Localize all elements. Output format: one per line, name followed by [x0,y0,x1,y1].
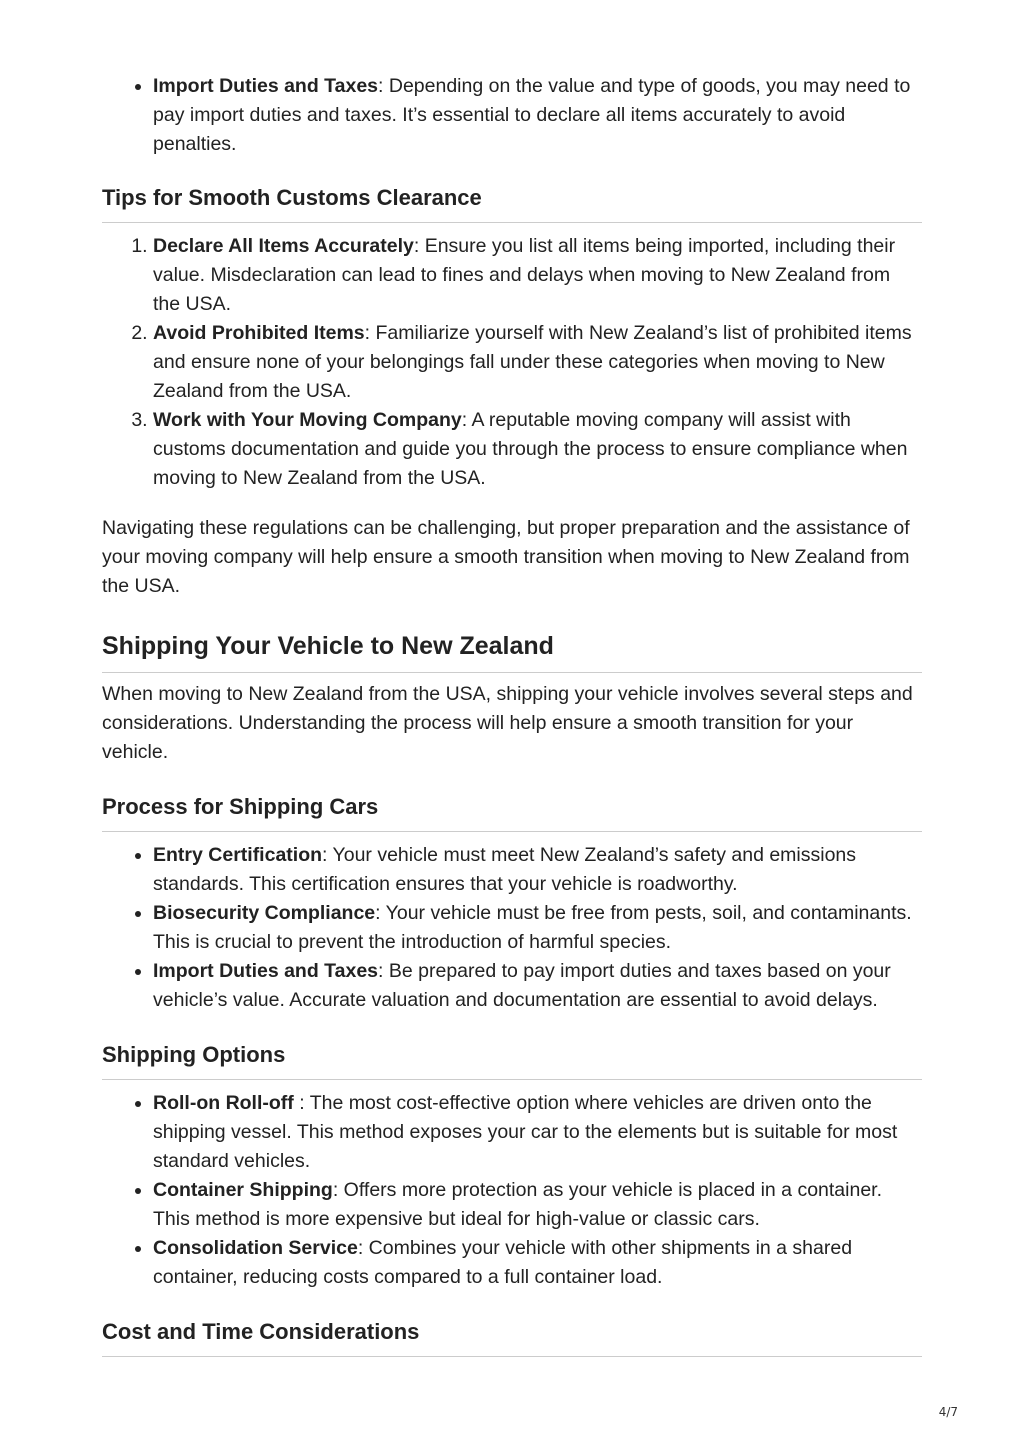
cost-heading: Cost and Time Considerations [102,1317,922,1357]
options-list [102,1089,922,1292]
process-heading: Process for Shipping Cars [102,792,922,832]
list-item-title: Entry Certification [153,844,323,866]
list-item [153,899,922,957]
list-item-title: Biosecurity Compliance [153,902,376,924]
list-item [153,1176,922,1234]
list-item-text: : The most cost-effective option where vehicles are driven onto the shipping vessel. This method exposes your car to the elements but is suitable for most standard vehicles. [153,1092,898,1172]
page-number: 4/7 [938,1405,958,1419]
list-item [153,1234,922,1292]
intro-list [102,72,922,159]
list-item-text: : Familiarize yourself with New Zealand’s list of prohibited items and ensure none of your belongings fall under these categories when moving to New Zealand from the USA. [153,322,912,402]
tips-list [102,232,922,493]
list-item [153,232,922,319]
list-item-title: Work with Your Moving Company [153,409,462,431]
list-item [153,841,922,899]
options-heading: Shipping Options [102,1040,922,1080]
list-item [153,319,922,406]
list-item-title: Import Duties and Taxes [153,75,379,97]
list-item [153,1089,922,1176]
closing-paragraph: Navigating these regulations can be challenging, but proper preparation and the assistance of your moving company will help ensure a smooth transition when moving to New Zealand from the USA. [102,517,910,597]
list-item [153,406,922,493]
process-list [102,841,922,1015]
list-item-title: Roll-on Roll-off [153,1092,294,1114]
document-content [102,70,922,1357]
tips-heading: Tips for Smooth Customs Clearance [102,183,922,223]
list-item-text: : Offers more protection as your vehicle is placed in a container. This method is more expensive but ideal for high-value or classic cars. [153,1179,882,1230]
list-item-title: Consolidation Service [153,1237,358,1259]
list-item-text: : Depending on the value and type of goods, you may need to pay import duties and taxes. It’s essential to declare all items accurately to avoid penalties. [153,75,911,155]
list-item-title: Container Shipping [153,1179,333,1201]
list-item-text: : Be prepared to pay import duties and taxes based on your vehicle’s value. Accurate valuation and documentation are essential to avoid delays. [153,960,891,1011]
list-item-text: : Your vehicle must be free from pests, soil, and contaminants. This is crucial to prevent the introduction of harmful species. [153,902,912,953]
list-item-text: : Your vehicle must meet New Zealand’s safety and emissions standards. This certification ensures that your vehicle is roadworthy. [153,844,857,895]
list-item-text: : A reputable moving company will assist with customs documentation and guide you through the process to ensure compliance when moving to New Zealand from the USA. [153,409,908,489]
list-item [153,72,922,159]
list-item-title: Avoid Prohibited Items [153,322,365,344]
list-item-title: Import Duties and Taxes [153,960,379,982]
vehicle-intro-paragraph: When moving to New Zealand from the USA, shipping your vehicle involves several steps and considerations. Understanding the process will help ensure a smooth transition for your vehicle. [102,683,913,763]
list-item [153,957,922,1015]
list-item-text: : Combines your vehicle with other shipments in a shared container, reducing costs compared to a full container load. [153,1237,853,1288]
list-item-text: : Ensure you list all items being imported, including their value. Misdeclaration can lead to fines and delays when moving to New Zealand from the USA. [153,235,896,315]
list-item-title: Declare All Items Accurately [153,235,414,257]
vehicle-section-heading: Shipping Your Vehicle to New Zealand [102,629,922,673]
